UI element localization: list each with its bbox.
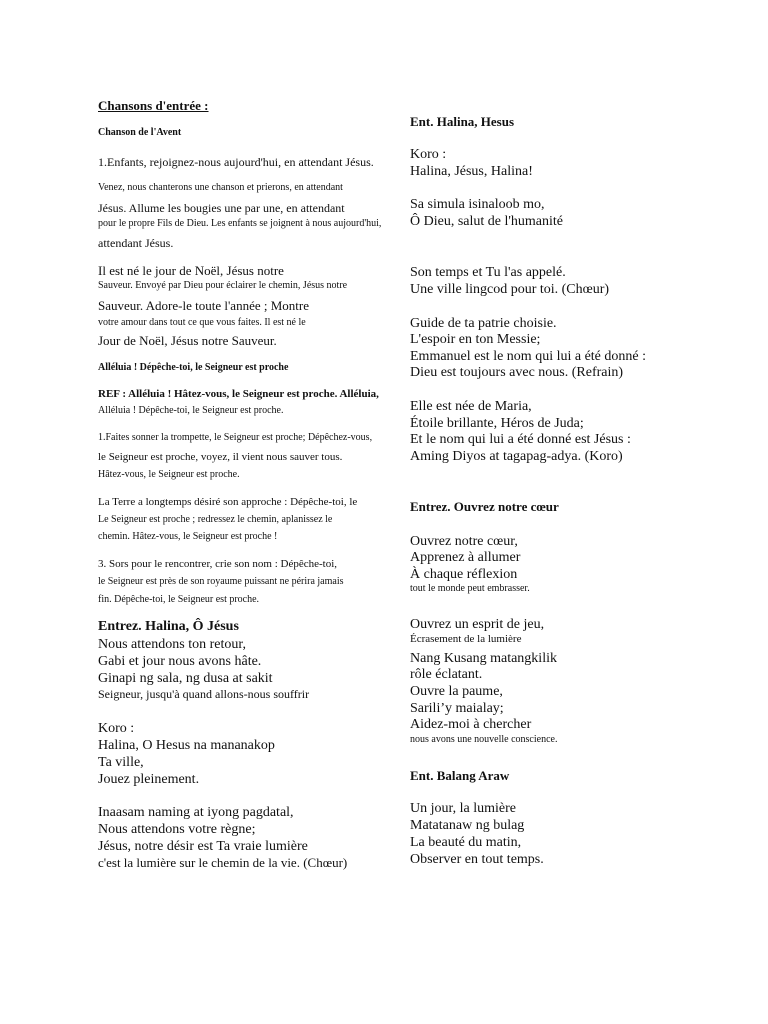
lyric-line: Un jour, la lumière [410, 801, 516, 816]
lyric-line: Son temps et Tu l'as appelé. [410, 265, 566, 280]
lyric-line: Sauveur. Envoyé par Dieu pour éclairer le chemin, Jésus notre [98, 280, 348, 291]
lyric-line: Dieu est toujours avec nous. (Refrain) [410, 365, 624, 380]
lyric-line: Nous attendons ton retour, [98, 637, 246, 652]
lyric-line: Sarili’y maialay; [410, 701, 504, 716]
lyric-line: Jour de Noël, Jésus notre Sauveur. [98, 333, 277, 348]
lyric-line: L'espoir en ton Messie; [410, 332, 541, 347]
lyric-line: Ouvrez un esprit de jeu, [410, 617, 545, 632]
lyric-line: Elle est née de Maria, [410, 399, 532, 414]
lyric-line: Inaasam naming at iyong pagdatal, [98, 805, 294, 820]
lyric-line: Et le nom qui lui a été donné est Jésus : [410, 432, 631, 447]
refrain-line: REF : Alléluia ! Hâtez-vous, le Seigneur est proche. Alléluia, [98, 388, 379, 400]
lyric-line: Venez, nous chanterons une chanson et prierons, en attendant [98, 182, 343, 193]
song-title: Alléluia ! Dépêche-toi, le Seigneur est proche [98, 362, 289, 373]
lyric-line: votre amour dans tout ce que vous faites. Il est né le [98, 317, 306, 328]
lyric-line: Ginapi ng sala, ng dusa at sakit [98, 671, 273, 686]
refrain-line: Alléluia ! Dépêche-toi, le Seigneur est proche. [98, 405, 284, 416]
lyric-line: nous avons une nouvelle conscience. [410, 734, 558, 745]
lyric-line: Halina, Jésus, Halina! [410, 164, 533, 179]
lyric-line: Sauveur. Adore-le toute l'année ; Montre [98, 298, 310, 313]
lyric-line: attendant Jésus. [98, 236, 174, 250]
lyric-line: La beauté du matin, [410, 835, 522, 850]
lyric-line: chemin. Hâtez-vous, le Seigneur est proche ! [98, 531, 278, 542]
song-title: Ent. Balang Araw [410, 768, 510, 783]
song-title: Chanson de l'Avent [98, 127, 182, 138]
lyric-line: Jouez pleinement. [98, 772, 200, 787]
lyric-line: Ô Dieu, salut de l'humanité [410, 214, 563, 229]
lyric-line: Matatanaw ng bulag [410, 818, 525, 833]
lyric-line: Le Seigneur est proche ; redressez le chemin, aplanissez le [98, 514, 333, 525]
lyric-line: Sa simula isinaloob mo, [410, 197, 545, 212]
lyric-line: Jésus. Allume les bougies une par une, en attendant [98, 201, 345, 215]
lyric-line: La Terre a longtemps désiré son approche : Dépêche-toi, le [98, 496, 358, 508]
lyric-line: Guide de ta patrie choisie. [410, 316, 557, 331]
lyric-line: Jésus, notre désir est Ta vraie lumière [98, 839, 308, 854]
lyric-line: Seigneur, jusqu'à quand allons-nous souffrir [98, 687, 310, 701]
lyric-line: Aming Diyos at tagapag-adya. (Koro) [410, 449, 623, 464]
lyric-line: pour le propre Fils de Dieu. Les enfants se joignent à nous aujourd'hui, [98, 218, 382, 229]
lyric-line: Il est né le jour de Noël, Jésus notre [98, 263, 284, 278]
lyric-line: le Seigneur est proche, voyez, il vient nous sauver tous. [98, 451, 343, 463]
lyric-line: À chaque réflexion [410, 567, 518, 582]
lyric-line: tout le monde peut embrasser. [410, 583, 530, 594]
lyric-line: Koro : [410, 147, 447, 162]
lyric-line: Halina, O Hesus na mananakop [98, 738, 275, 753]
lyric-line: Aidez-moi à chercher [410, 717, 532, 732]
lyric-line: Hâtez-vous, le Seigneur est proche. [98, 469, 240, 480]
lyric-line: Une ville lingcod pour toi. (Chœur) [410, 282, 610, 297]
lyric-line: fin. Dépêche-toi, le Seigneur est proche. [98, 594, 260, 605]
lyric-line: Observer en tout temps. [410, 852, 544, 867]
lyric-line: rôle éclatant. [410, 667, 483, 682]
lyric-line: Emmanuel est le nom qui lui a été donné : [410, 349, 646, 364]
song-title: Ent. Halina, Hesus [410, 114, 515, 129]
lyric-line: Nang Kusang matangkilik [410, 651, 557, 666]
lyric-line: Étoile brillante, Héros de Juda; [410, 416, 584, 431]
lyric-line: Ta ville, [98, 755, 144, 770]
lyric-line: c'est la lumière sur le chemin de la vie. (Chœur) [98, 855, 348, 870]
lyric-line: le Seigneur est près de son royaume puissant ne périra jamais [98, 576, 344, 587]
song-title: Entrez. Halina, Ô Jésus [98, 619, 239, 634]
lyric-line: Écrasement de la lumière [410, 633, 522, 645]
lyric-line: Apprenez à allumer [410, 550, 521, 565]
lyric-line: 1.Faites sonner la trompette, le Seigneur est proche; Dépêchez-vous, [98, 432, 373, 443]
lyric-line: 3. Sors pour le rencontrer, crie son nom : Dépêche-toi, [98, 558, 338, 570]
song-title: Entrez. Ouvrez notre cœur [410, 499, 559, 514]
lyric-line: Gabi et jour nous avons hâte. [98, 654, 262, 669]
lyric-line: 1.Enfants, rejoignez-nous aujourd'hui, en attendant Jésus. [98, 155, 374, 169]
lyric-line: Ouvre la paume, [410, 684, 503, 699]
lyric-line: Koro : [98, 721, 135, 736]
lyric-line: Nous attendons votre règne; [98, 822, 256, 837]
section-heading: Chansons d'entrée : [98, 98, 209, 113]
lyric-line: Ouvrez notre cœur, [410, 534, 518, 549]
